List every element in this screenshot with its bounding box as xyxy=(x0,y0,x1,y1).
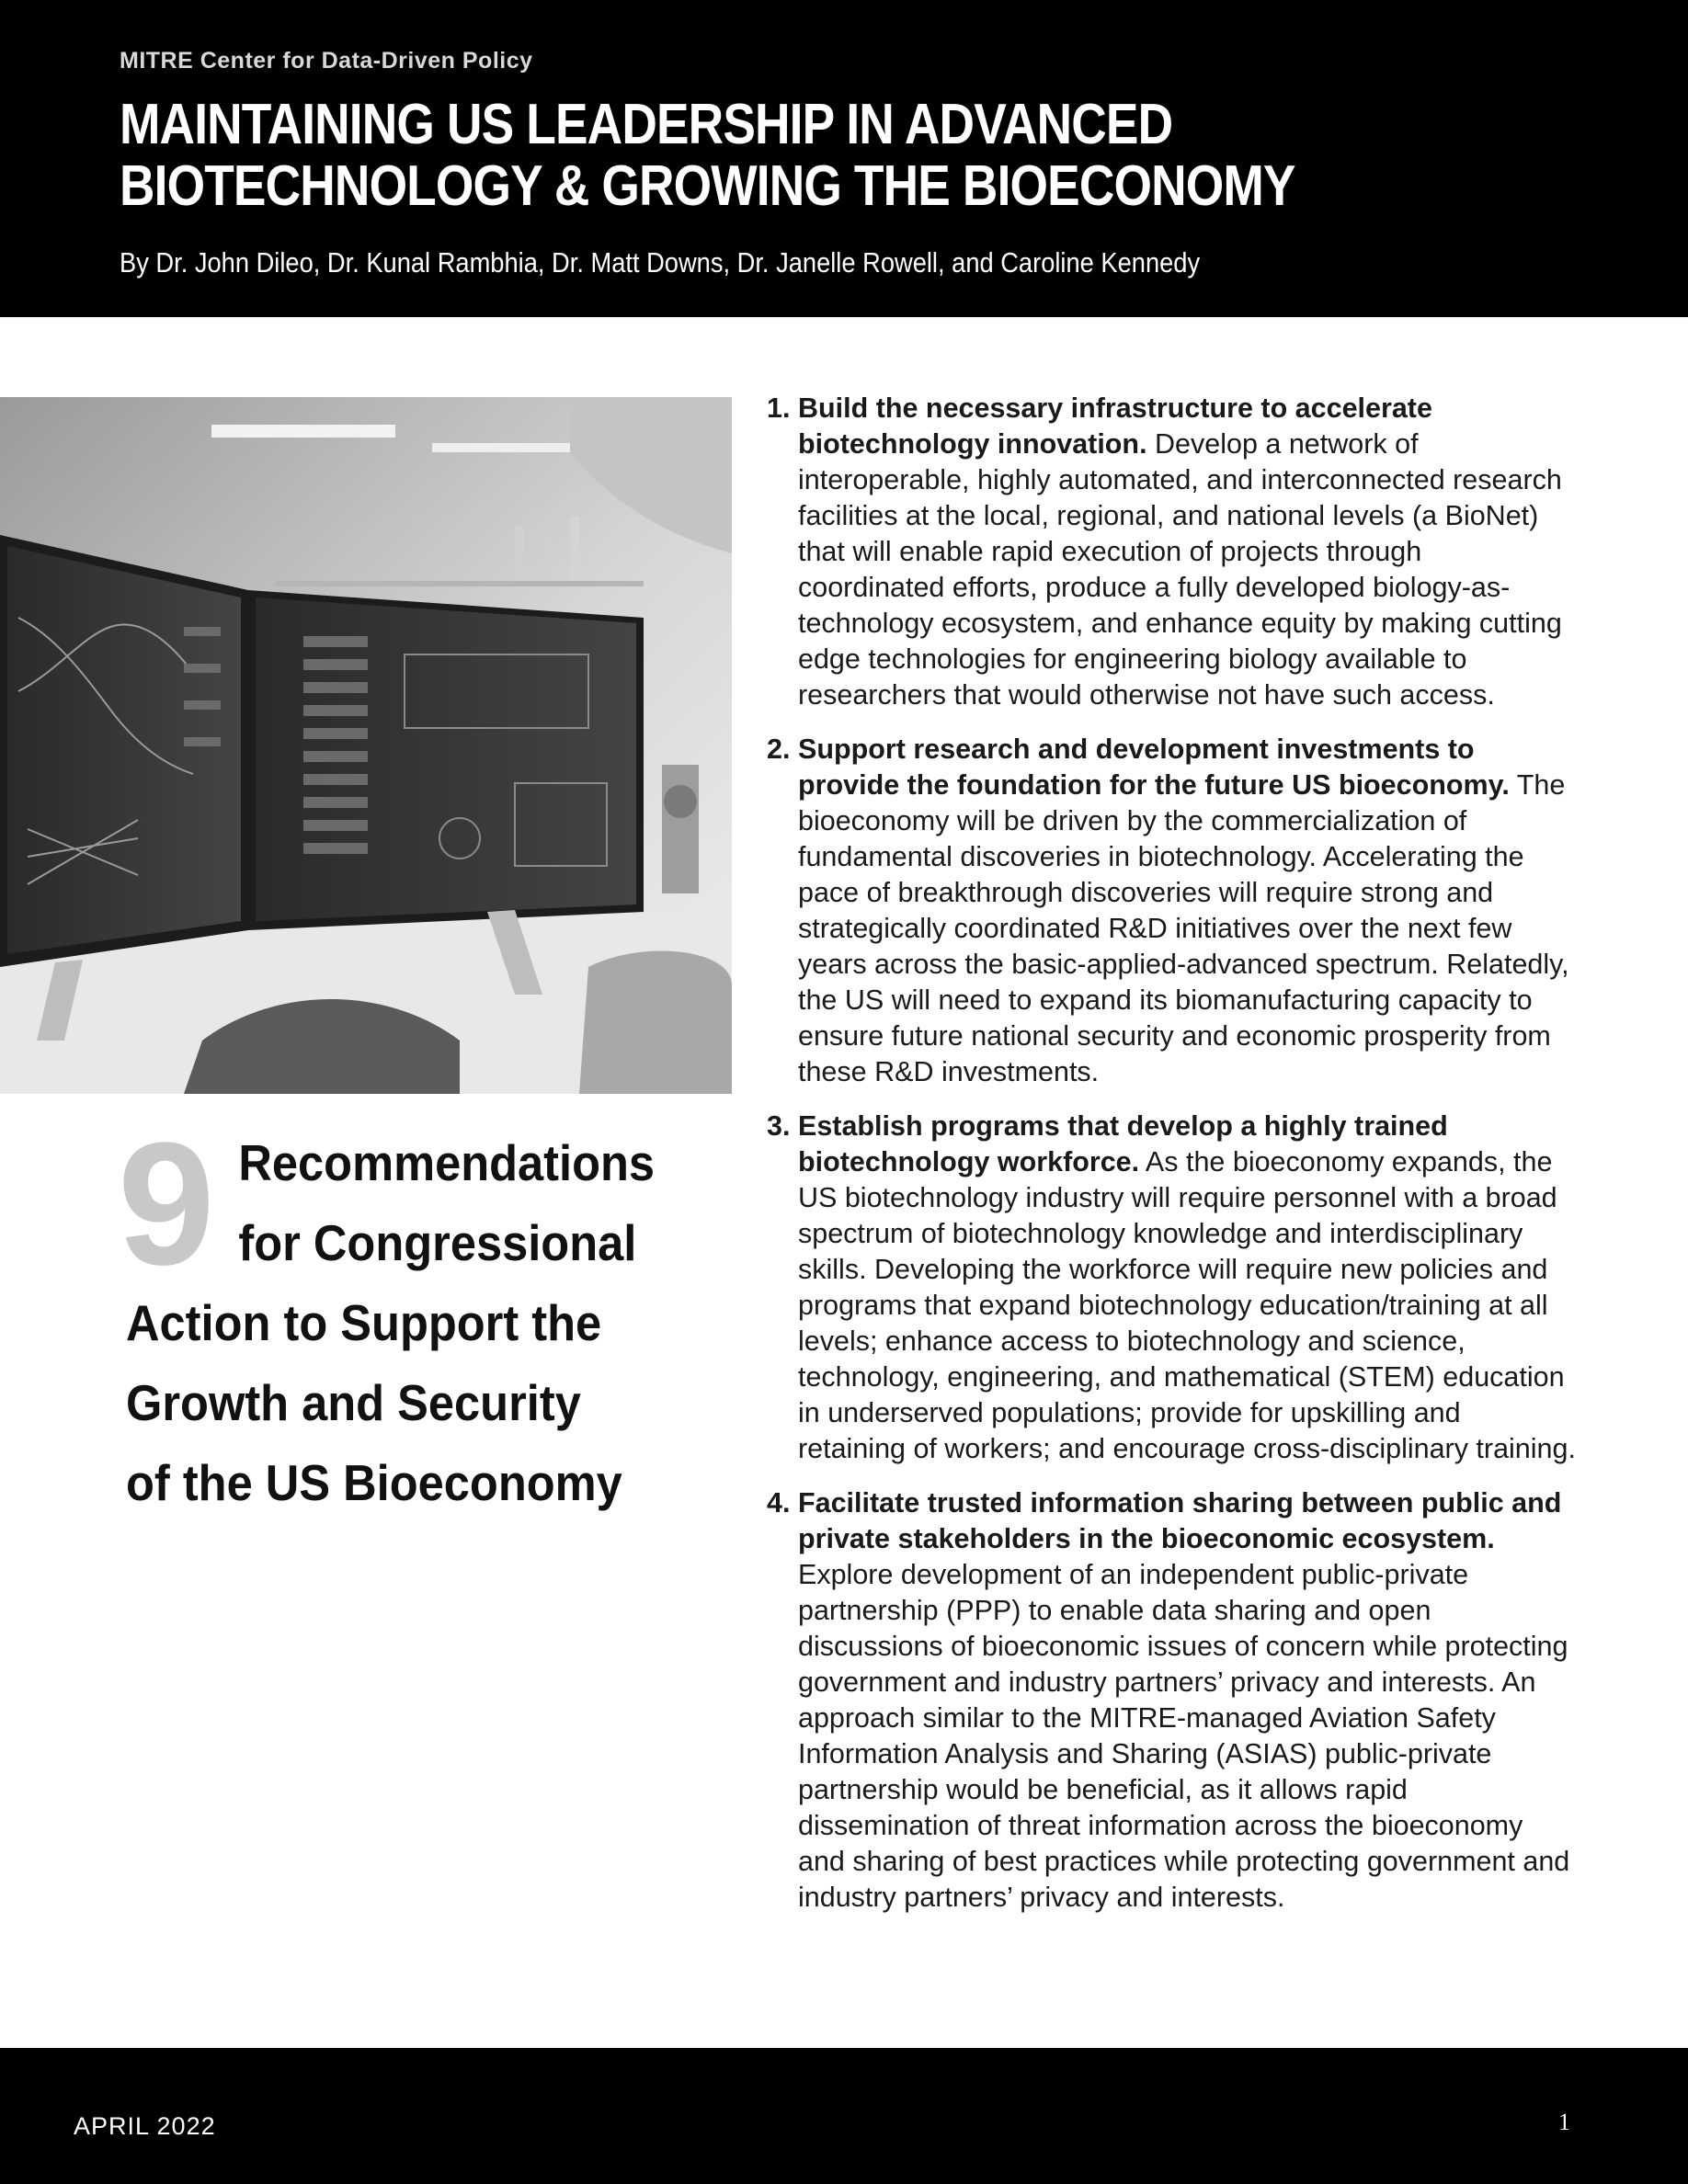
recommendation-list xyxy=(767,391,1576,1934)
recommendation-number: 3. xyxy=(767,1110,791,1142)
recommendation-lead: Build the necessary infrastructure to accelerate biotechnology innovation. xyxy=(798,392,1432,460)
footer-banner xyxy=(0,2048,1688,2184)
recommendation-item xyxy=(767,391,1576,713)
author-byline: By Dr. John Dileo, Dr. Kunal Rambhia, Dr. Matt Downs, Dr. Janelle Rowell, and Caroline Kennedy xyxy=(120,246,1201,279)
recommendation-number: 4. xyxy=(767,1487,791,1519)
recommendation-number: 2. xyxy=(767,734,791,765)
recommendation-body: As the bioeconomy expands, the US biotechnology industry will require personnel with a broad spectrum of biotechnology knowledge and interdisciplinary skills. Developing the workforce will require new policies and programs that expand biotechnology education/training at all levels; enhance access to biotechnology and science, technology, engineering, and mathematical (STEM) education in underserved populations; provide for upskilling and retaining of workers; and encourage cross-disciplinary training. xyxy=(798,1146,1576,1464)
org-name: MITRE Center for Data-Driven Policy xyxy=(120,48,533,74)
lab-monitors-illustration xyxy=(0,397,732,1094)
heading-line: Growth and Security xyxy=(126,1374,581,1431)
heading-line: Action to Support the xyxy=(126,1294,602,1351)
title-line: BIOTECHNOLOGY & GROWING THE BIOECONOMY xyxy=(120,154,1295,218)
recommendation-item xyxy=(767,732,1576,1090)
recommendation-body: The bioeconomy will be driven by the commercialization of fundamental discoveries in biotechnology. Accelerating the pace of breakthrough discoveries will require strong and strategically coordinated R&D initiatives over the next few years across the basic-applied-advanced spectrum. Relatedly, the US will need to expand its biomanufacturing capacity to ensure future national security and economic prosperity from these R&D investments. xyxy=(798,769,1569,1087)
heading-line: of the US Bioeconomy xyxy=(126,1454,622,1511)
header-banner xyxy=(0,0,1688,317)
heading-line: for Congressional xyxy=(238,1214,637,1271)
document-title xyxy=(120,94,1400,217)
sidebar-heading xyxy=(126,1123,656,1523)
recommendation-body: Explore development of an independent public-private partnership (PPP) to enable data sharing and open discussions of bioeconomic issues of concern while protecting government and industry partners’ privacy and interests. An approach similar to the MITRE-managed Aviation Safety Information Analysis and Sharing (ASIAS) public-private partnership would be beneficial, as it allows rapid dissemination of threat information across the bioeconomy and sharing of best practices while protecting government and industry partners’ privacy and interests. xyxy=(798,1559,1570,1913)
title-line: MAINTAINING US LEADERSHIP IN ADVANCED xyxy=(120,93,1173,156)
lab-monitors-photo xyxy=(0,397,732,1094)
recommendation-count: 9 xyxy=(118,1107,215,1302)
recommendation-item xyxy=(767,1109,1576,1467)
heading-line: Recommendations xyxy=(238,1134,656,1191)
recommendation-lead: Facilitate trusted information sharing between public and private stakeholders in the bioeconomic ecosystem. xyxy=(798,1487,1562,1554)
recommendation-number: 1. xyxy=(767,392,791,424)
publication-date: APRIL 2022 xyxy=(74,2112,216,2140)
recommendation-body: Develop a network of interoperable, highly automated, and interconnected research facilities at the local, regional, and national levels (a BioNet) that will enable rapid execution of projects through coordinated efforts, produce a fully developed biology-as-technology ecosystem, and enhance equity by making cutting edge technologies for engineering biology available to researchers that would otherwise not have such access. xyxy=(798,428,1562,711)
recommendation-lead: Support research and development investments to provide the foundation for the future US bioeconomy. xyxy=(798,734,1510,801)
page-number: 1 xyxy=(1558,2109,1570,2135)
recommendation-item xyxy=(767,1485,1576,1916)
recommendation-lead: Establish programs that develop a highly trained biotechnology workforce. xyxy=(798,1110,1448,1177)
